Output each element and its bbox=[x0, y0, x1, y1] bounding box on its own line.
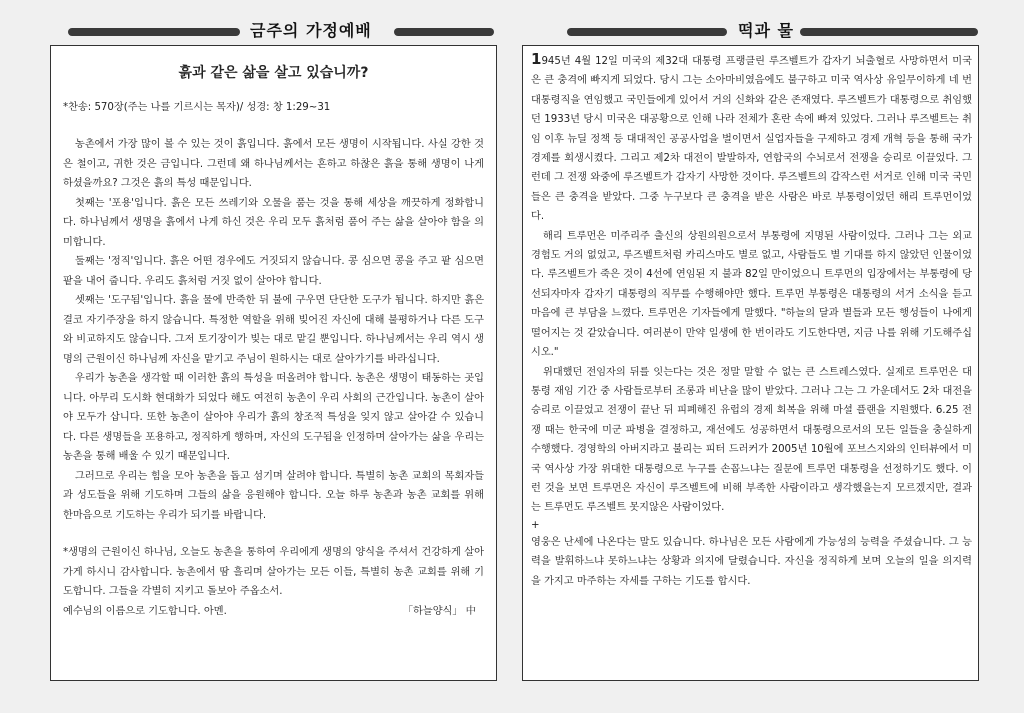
worship-paragraph: 우리가 농촌을 생각할 때 이러한 흙의 특성을 떠올려야 합니다. 농촌은 생명이 태동하는 곳입니다. 아무리 도시화 현대화가 되었다 해도 여전히 농촌이 우리 사회의 근간입니다. 농촌이 살아야 모두가 삽니다. 또한 농촌이 살아야 우리가 흙의 창조적 특성을 잊지 않고 살아갈 수 있습니다. 다른 생명들을 포용하고, 정직하게 행하며, 자신의 도구됨을 인정하며 살아가는 삶을 우리는 농촌을 통해 배울 수 있기 때문입니다. bbox=[63, 373, 484, 462]
family-worship-panel bbox=[50, 45, 497, 681]
plus-marker: + bbox=[531, 519, 540, 531]
right-header-bar-right bbox=[800, 28, 978, 36]
right-header-title: 떡과 물 bbox=[738, 21, 794, 40]
worship-paragraph: 농촌에서 가장 많이 볼 수 있는 것이 흙입니다. 흙에서 모든 생명이 시작됩니다. 사실 강한 것은 철이고, 귀한 것은 금입니다. 그런데 왜 하나님께서는 흔하고 하찮은 흙을 통해 생명이 나게 하셨을까요? 그것은 흙의 특성 때문입니다. bbox=[63, 139, 484, 189]
prayer-text: *생명의 근원이신 하나님, 오늘도 농촌을 통하여 우리에게 생명의 양식을 주셔서 건강하게 살아가게 하시니 감사합니다. 농촌에서 땀 흘리며 살아가는 모든 이들, 특별히 농촌 교회를 위해 기도합니다. 그들을 각별히 지키고 돌보아 주옵소서. bbox=[63, 547, 484, 597]
drop-cap: 1 bbox=[531, 50, 542, 68]
column-first-paragraph: 1945년 4월 12일 미국의 제32대 대통령 프랭클린 루즈벨트가 갑자기 뇌출혈로 사망하면서 미국은 큰 충격에 빠지게 되었다. 당시 그는 소아마비였음에도 불구하고 미국 역사상 유일무이하게 네 번 대통령직을 연임했고 국민들에게 있어서 거의 신화와 같은 존재였다. 루즈벨트가 대통령으로 취임했던 1933년 당시 미국은 대공황으로 인해 나라 전체가 혼란 속에 빠져 있었다. 그러나 루즈벨트는 취임 이후 뉴딜 정책 등 대대적인 공공사업을 벌이면서 실업자들을 구제하고 경제 개혁 등을 통해 국가 경제를 회생시켰다. 그리고 제2차 대전이 발발하자, 연합국의 수뇌로서 전쟁을 승리로 이끌었다. 그런데 그 전쟁 와중에 루즈벨트가 갑자기 사망한 것이다. 루즈벨트의 갑작스런 서거로 인해 미국 국민들은 큰 충격을 받았다. 그중 누구보다 큰 충격을 받은 사람은 바로 부통령이었던 해리 트루먼이었다. bbox=[531, 50, 972, 223]
left-header-title: 금주의 가정예배 bbox=[250, 21, 372, 40]
prayer-block bbox=[63, 543, 484, 621]
source-citation: 「하늘양식」 中 bbox=[402, 605, 476, 617]
column-paragraph: 해리 트루먼은 미주리주 출신의 상원의원으로서 부통령에 지명된 사람이었다. 그러나 그는 외교 경험도 거의 없었고, 루즈벨트처럼 카리스마도 별로 없고, 사람들도 별 기대를 하지 않았던 인물이었다. 루즈벨트가 죽은 것이 4선에 연임된 지 불과 82일 만이었으니 트루먼의 입장에서는 부통령에 당선되자마자 갑자기 대통령의 직무를 수행해야만 했다. 트루먼 부통령은 대통령의 서거 소식을 듣고 마음에 큰 부담을 느꼈다. 트루먼은 기자들에게 말했다. "하늘의 달과 별들과 모든 행성들이 나에게 떨어지는 것 같았습니다. 여러분이 만약 일생에 한 번이라도 기도한다면, 지금 나를 위해 기도해주십시오." bbox=[531, 230, 972, 359]
right-header-bar-left bbox=[567, 28, 727, 36]
prayer-closing: 예수님의 이름으로 기도합니다. 아멘. bbox=[63, 605, 227, 617]
bread-and-water-panel bbox=[522, 45, 979, 681]
worship-paragraph: 셋째는 '도구됨'입니다. 흙을 물에 반죽한 뒤 불에 구우면 단단한 도구가 됩니다. 하지만 흙은 결코 자기주장을 하지 않습니다. 특정한 역할을 위해 빚어진 자신에 대해 불평하거나 다른 도구와 비교하지도 않습니다. 그저 토기장이가 빚는 대로 맡길 뿐입니다. 하나님께서는 우리 역시 생명의 근원이신 하나님께 자신을 맡기고 주님이 원하시는 대로 살아가기를 바라십니다. bbox=[63, 295, 484, 365]
prayer-closing-row bbox=[63, 602, 484, 622]
left-header-bar-right bbox=[394, 28, 494, 36]
worship-title: 흙과 같은 삶을 살고 있습니까? bbox=[178, 65, 369, 81]
left-header-bar-left bbox=[68, 28, 240, 36]
worship-paragraph: 그러므로 우리는 힘을 모아 농촌을 돕고 섬기며 살려야 합니다. 특별히 농촌 교회의 목회자들과 성도들을 위해 기도하며 그들의 삶을 응원해야 합니다. 오늘 하루 농촌과 농촌 교회를 위해 한마음으로 기도하는 우리가 되기를 바랍니다. bbox=[63, 470, 484, 521]
worship-paragraph: 둘째는 '정직'입니다. 흙은 어떤 경우에도 거짓되지 않습니다. 콩 심으면 콩을 주고 팥 심으면 팥을 내어 줍니다. 우리도 흙처럼 거짓 없이 살아야 합니다. bbox=[63, 256, 484, 287]
worship-paragraph: 첫째는 '포용'입니다. 흙은 모든 쓰레기와 오물을 품는 것을 통해 세상을 깨끗하게 정화합니다. 하나님께서 생명을 흙에서 나게 하신 것은 우리 모두 흙처럼 품어 주는 삶을 살아야 함을 의미합니다. bbox=[63, 197, 484, 248]
column-paragraph: 위대했던 전임자의 뒤를 잇는다는 것은 정말 말할 수 없는 큰 스트레스였다. 실제로 트루먼은 대통령 재임 기간 중 사람들로부터 조롱과 비난을 많이 받았다. 그러나 그는 그 가운데서도 2차 대전을 승리로 이끌었고 전쟁이 끝난 뒤 피폐해진 유럽의 경제 회복을 위해 마셜 플랜을 지원했다. 6.25 전쟁 때는 한국에 미군 파병을 결정하고, 재선에도 성공하면서 대통령으로서의 모든 일들을 충실하게 수행했다. 경영학의 아버지라고 불리는 피터 드러커가 2005년 10월에 포브스지와의 인터뷰에서 미국 역사상 가장 위대한 대통령으로 누구를 손꼽느냐는 질문에 트루먼 대통령을 선정하기도 했다. 이런 것을 보면 트루먼은 자신이 루즈벨트에 비해 부족한 사람이라고 생각했을는지 모르겠지만, 결과는 트루먼도 루즈벨트 못지않은 사람이었다. bbox=[531, 366, 972, 514]
column-closing: 영웅은 난세에 나온다는 말도 있습니다. 하나님은 모든 사람에게 가능성의 능력을 주셨습니다. 그 능력을 발휘하느냐 못하느냐는 상황과 의지에 달렸습니다. 자신을 정직하게 보며 오늘의 일을 의지력을 가지고 마주하는 자세를 구하는 기도를 합시다. bbox=[531, 536, 972, 587]
hymn-scripture-line: *찬송: 570장(주는 나를 기르시는 목자)/ 성경: 창 1:29~31 bbox=[63, 102, 331, 113]
